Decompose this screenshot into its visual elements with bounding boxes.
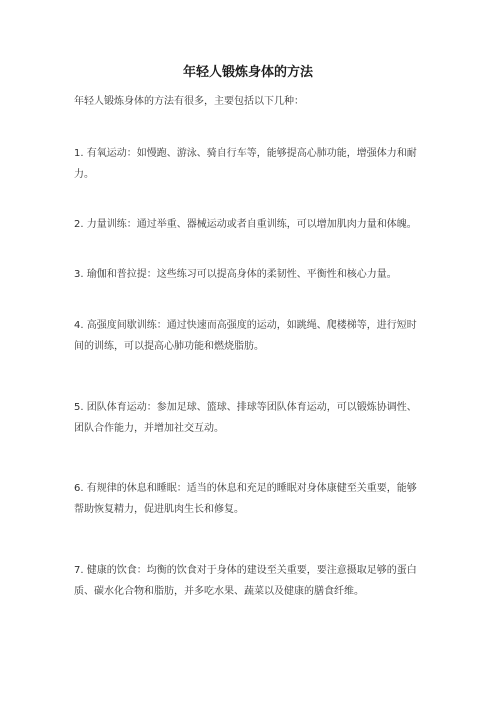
list-item-2: 2. 力量训练：通过举重、器械运动或者自重训练，可以增加肌肉力量和体魄。 xyxy=(74,219,417,230)
list-item-5: 5. 团队体育运动：参加足球、篮球、排球等团队体育运动，可以锻炼协调性、团队合作能力，并增加社交互动。 xyxy=(74,402,417,434)
document-title: 年轻人锻炼身体的方法 xyxy=(182,65,313,80)
list-item-6: 6. 有规律的休息和睡眠：适当的休息和充足的睡眠对身体康健至关重要，能够帮助恢复精力，促进肌肉生长和修复。 xyxy=(74,483,417,515)
list-item-4: 4. 高强度间歇训练：通过快速而高强度的运动，如跳绳、爬楼梯等，进行短时间的训练，可以提高心肺功能和燃烧脂肪。 xyxy=(74,320,417,352)
intro-paragraph: 年轻人锻炼身体的方法有很多，主要包括以下几种： xyxy=(74,96,304,107)
list-item-3: 3. 瑜伽和普拉提：这些练习可以提高身体的柔韧性、平衡性和核心力量。 xyxy=(74,269,397,280)
list-item-7: 7. 健康的饮食：均衡的饮食对于身体的建设至关重要，要注意摄取足够的蛋白质、碳水化合物和脂肪，并多吃水果、蔬菜以及健康的膳食纤维。 xyxy=(74,565,417,597)
list-item-1: 1. 有氧运动：如慢跑、游泳、骑自行车等，能够提高心肺功能，增强体力和耐力。 xyxy=(74,148,417,180)
